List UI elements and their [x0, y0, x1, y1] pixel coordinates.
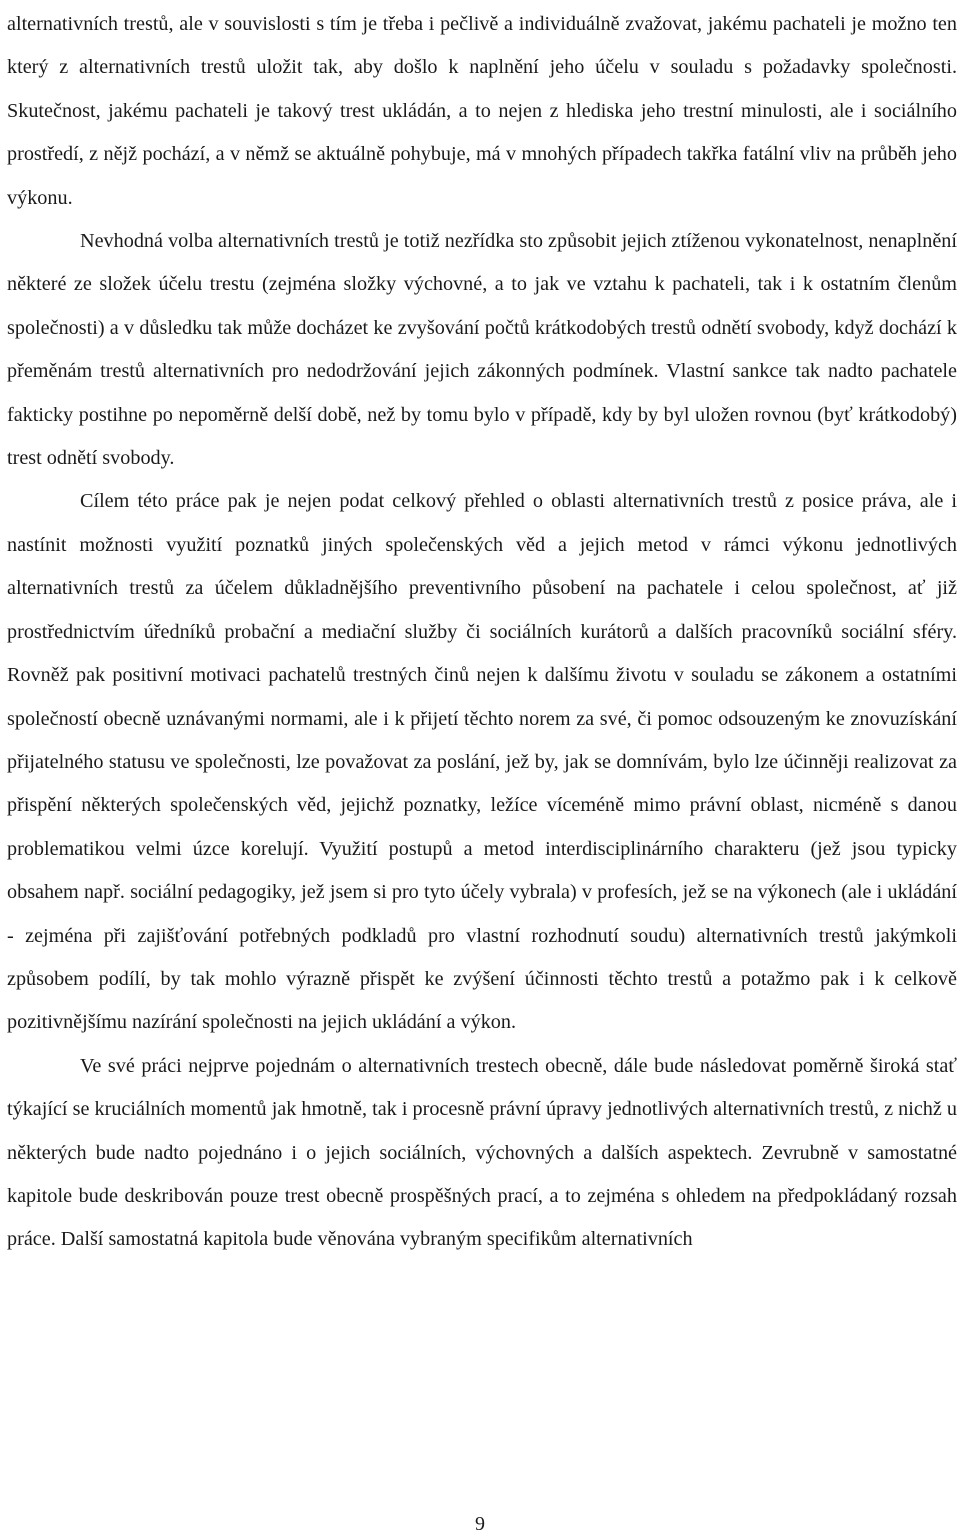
paragraph: Ve své práci nejprve pojednám o alternativních trestech obecně, dále bude následovat poměrně široká stať týkající se kruciálních momentů jak hmotně, tak i procesně právní úpravy jednotlivých alternativních trestů, z nichž u některých bude nadto pojednáno i o jejich sociálních, výchovných a dalších aspektech. Zevrubně v samostatné kapitole bude deskribován pouze trest obecně prospěšných prací, a to zejména s ohledem na předpokládaný rozsah práce. Další samostatná kapitola bude věnována vybraným specifikům alternativních	[7, 1054, 957, 1251]
paragraph-continuation: alternativních trestů, ale v souvislosti s tím je třeba i pečlivě a individuálně zvažovat, jakému pachateli je možno ten který z alternativních trestů uložit tak, aby došlo k naplnění jeho účelu v souladu s požadavky společnosti. Skutečnost, jakému pachateli je takový trest ukládán, a to nejen z hlediska jeho trestní minulosti, ale i sociálního prostředí, z nějž pochází, a v němž se aktuálně pohybuje, má v mnohých případech takřka fatální vliv na průběh jeho výkonu.	[7, 13, 957, 209]
body-text	[7, 3, 957, 1262]
paragraph: Nevhodná volba alternativních trestů je totiž nezřídka sto způsobit jejich ztíženou vykonatelnost, nenaplnění některé ze složek účelu trestu (zejména složky výchovné, a to jak ve vztahu k pachateli, tak i k ostatním členům společnosti) a v důsledku tak může docházet ke zvyšování počtů krátkodobých trestů odnětí svobody, když dochází k přeměnám trestů alternativních pro nedodržování jejich zákonných podmínek. Vlastní sankce tak nadto pachatele fakticky postihne po nepoměrně delší době, než by tomu bylo v případě, kdy by byl uložen rovnou (byť krátkodobý) trest odnětí svobody.	[7, 230, 957, 470]
page-number: 9	[475, 1513, 485, 1535]
paragraph: Cílem této práce pak je nejen podat celkový přehled o oblasti alternativních trestů z posice práva, ale i nastínit možnosti využití poznatků jiných společenských věd a jejich metod v rámci výkonu jednotlivých alternativních trestů za účelem důkladnějšího preventivního působení na pachatele i celou společnost, ať již prostřednictvím úředníků probační a mediační služby či sociálních kurátorů a dalších pracovníků sociální sféry. Rovněž pak positivní motivaci pachatelů trestných činů nejen k dalšímu životu v souladu se zákonem a ostatními společností obecně uznávanými normami, ale i k přijetí těchto norem za své, či pomoc odsouzeným ke znovuzískání přijatelného statusu ve společnosti, lze považovat za poslání, jež by, jak se domnívám, bylo lze účinněji realizovat za přispění některých společenských věd, jejichž poznatky, ležíce víceméně mimo právní oblast, nicméně s danou problematikou velmi úzce korelují. Využití postupů a metod interdisciplinárního charakteru (jež jsou typicky obsahem např. sociální pedagogiky, jež jsem si pro tyto účely vybrala) v profesích, jež se na výkonech (ale i ukládání - zejména při zajišťování potřebných podkladů pro vlastní rozhodnutí soudu) alternativních trestů jakýmkoli způsobem podílí, by tak mohlo výrazně přispět ke zvýšení účinnosti těchto trestů a potažmo pak i k celkově pozitivnějšímu nazírání společnosti na jejich ukládání a výkon.	[7, 490, 957, 1034]
